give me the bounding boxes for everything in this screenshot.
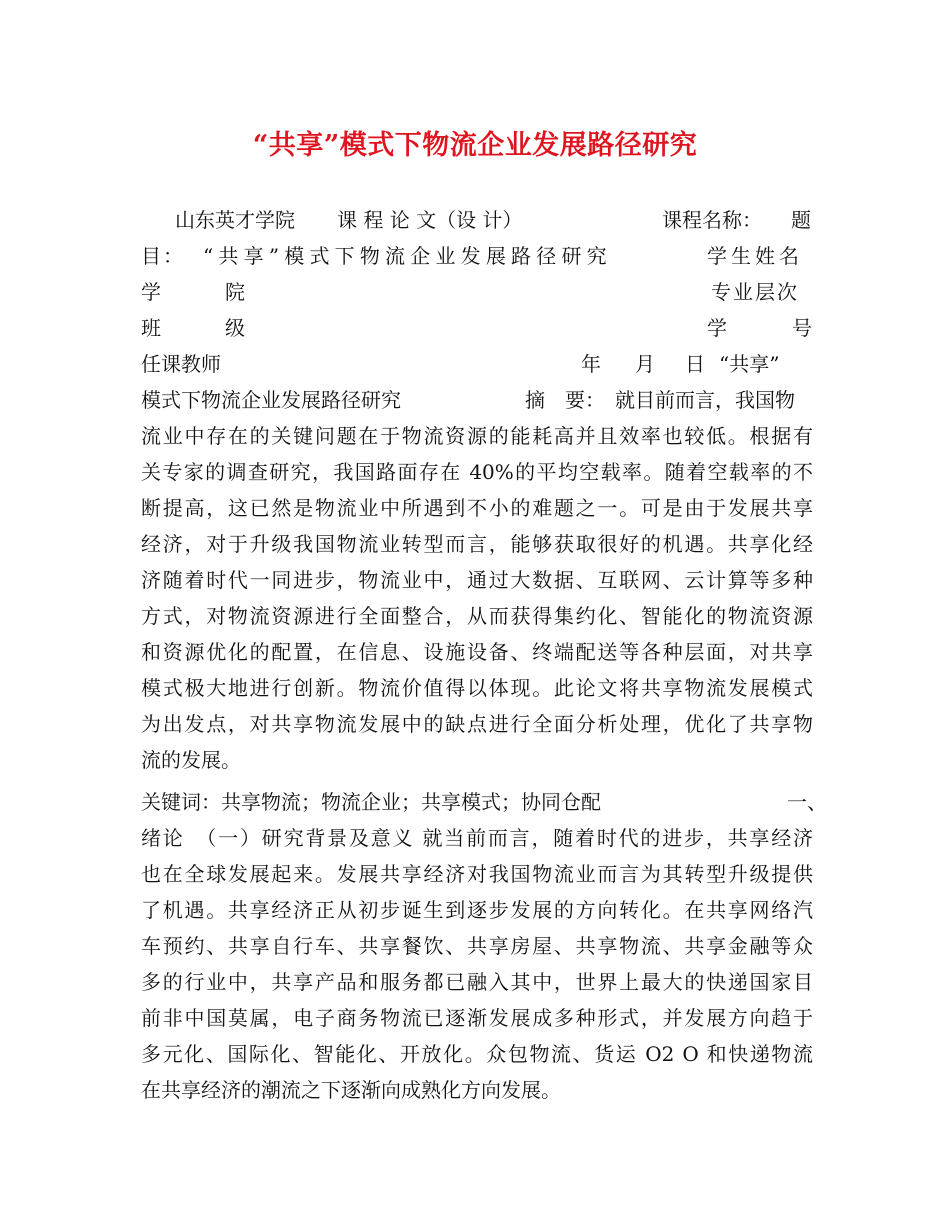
- section-heading-line: 绪论 （一）研究背景及意义 就当前而言，随着时代的进步，共享经济: [141, 826, 813, 850]
- body-line: 在共享经济的潮流之下逐渐向成熟化方向发展。: [141, 1078, 561, 1102]
- cover-line-3: [141, 274, 813, 310]
- cover-line-4: [141, 310, 813, 346]
- repeat-title-part2: 模式下物流企业发展路径研究: [141, 388, 401, 412]
- abstract-line: 经济，对于升级我国物流业转型而言，能够获取很好的机遇。共享化经: [141, 532, 813, 556]
- abstract-line: 流的发展。: [141, 748, 241, 772]
- month-label: 月: [635, 352, 655, 376]
- cover-line-1: [141, 202, 813, 238]
- body-line: 前非中国莫属，电子商务物流已逐渐发展成多种形式，并发展方向趋于: [141, 1006, 813, 1030]
- topic-label-part2: 目：: [141, 244, 185, 268]
- body-line: 了机遇。共享经济正从初步诞生到逐步发展的方向转化。在共享网络汽: [141, 898, 813, 922]
- college-label-part2: 院: [225, 280, 245, 304]
- abstract-lead: 就目前而言，我国物: [615, 388, 795, 412]
- course-name-label: 课程名称：: [662, 208, 762, 232]
- body-line: 多元化、国际化、智能化、开放化。众包物流、货运 O2 O 和快递物流: [141, 1042, 813, 1066]
- body-line: 车预约、共享自行车、共享餐饮、共享房屋、共享物流、共享金融等众: [141, 934, 813, 958]
- keywords-line: [141, 784, 827, 820]
- class-label-part2: 级: [225, 316, 245, 340]
- abstract-label: 摘 要：: [525, 388, 605, 412]
- student-number-label-part1: 学: [707, 316, 727, 340]
- cover-line-2: [141, 238, 813, 274]
- topic-value: “共享”模式下物流企业发展路径研究: [203, 244, 612, 268]
- abstract-line: 断提高，这已然是物流业中所遇到不小的难题之一。可是由于发展共享: [141, 496, 813, 520]
- repeat-title-part1: “共享”: [719, 352, 780, 376]
- abstract-line: 流业中存在的关键问题在于物流资源的能耗高并且效率也较低。根据有: [141, 424, 813, 448]
- year-label: 年: [581, 352, 601, 376]
- abstract-line: 关专家的调查研究，我国路面存在 40%的平均空载率。随着空载率的不: [141, 460, 813, 484]
- student-number-label-part2: 号: [792, 316, 812, 340]
- topic-label-part1: 题: [791, 208, 811, 232]
- paper-type: 课 程 论 文（设 计）: [337, 208, 523, 232]
- abstract-line: 济随着时代一同进步，物流业中，通过大数据、互联网、云计算等多种: [141, 568, 813, 592]
- abstract-line: 方式，对物流资源进行全面整合，从而获得集约化、智能化的物流资源: [141, 604, 813, 628]
- abstract-line: 为出发点，对共享物流发展中的缺点进行全面分析处理，优化了共享物: [141, 712, 813, 736]
- college-label-part1: 学: [141, 280, 161, 304]
- document-title: “共享”模式下物流企业发展路径研究: [252, 130, 698, 161]
- body-line: 多的行业中，共享产品和服务都已融入其中，世界上最大的快递国家目: [141, 970, 813, 994]
- major-level-label: 专业层次: [711, 280, 799, 304]
- keywords: 关键词：共享物流；物流企业；共享模式；协同仓配: [141, 790, 601, 814]
- body-line: 也在全球发展起来。发展共享经济对我国物流业而言为其转型升级提供: [141, 862, 813, 886]
- abstract-line: 和资源优化的配置，在信息、设施设备、终端配送等各种层面，对共享: [141, 640, 813, 664]
- abstract-line: 模式极大地进行创新。物流价值得以体现。此论文将共享物流发展模式: [141, 676, 813, 700]
- cover-line-6: [141, 382, 813, 418]
- teacher-label: 任课教师: [141, 352, 221, 376]
- cover-line-5: [141, 346, 813, 382]
- class-label-part1: 班: [141, 316, 161, 340]
- student-name-label: 学生姓名: [707, 244, 803, 268]
- section-number: 一、: [787, 790, 827, 814]
- day-label: 日: [685, 352, 705, 376]
- school-name: 山东英才学院: [175, 208, 295, 232]
